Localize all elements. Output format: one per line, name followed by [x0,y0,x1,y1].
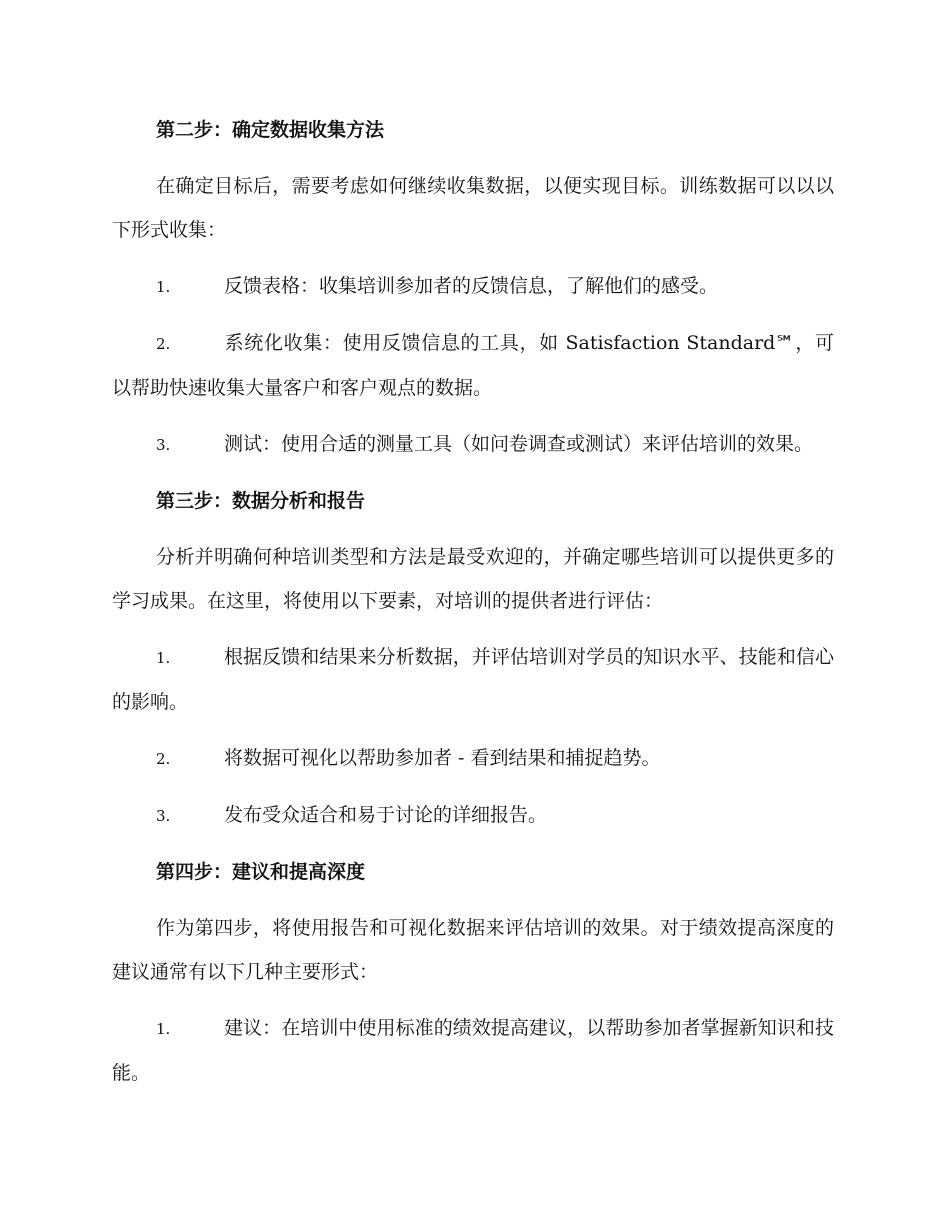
section-intro: 作为第四步，将使用报告和可视化数据来评估培训的效果。对于绩效提高深度的建议通常有以下几种主要形式： [112,917,834,983]
list-number: 3. [156,436,171,454]
list-number: 1. [156,1020,171,1038]
list-number: 3. [156,807,171,825]
list-number: 1. [156,278,171,296]
list-item [112,321,834,410]
list-item [112,264,834,309]
list-text: 发布受众适合和易于讨论的详细报告。 [224,804,548,826]
list-number: 2. [156,335,171,353]
list-number: 1. [156,649,171,667]
list-item [112,1006,834,1095]
section-intro: 分析并明确何种培训类型和方法是最受欢迎的，并确定哪些培训可以提供更多的学习成果。在这里，将使用以下要素，对培训的提供者进行评估： [112,546,834,612]
section-step-four [112,850,834,1095]
list-text: 建议：在培训中使用标准的绩效提高建议，以帮助参加者掌握新知识和技能。 [112,1017,834,1084]
list-text: 将数据可视化以帮助参加者 - 看到结果和捕捉趋势。 [224,747,661,769]
list-text: 系统化收集：使用反馈信息的工具，如 Satisfaction Standard℠，可以帮助快速收集大量客户和客户观点的数据。 [112,332,834,399]
list-text: 根据反馈和结果来分析数据，并评估培训对学员的知识水平、技能和信心的影响。 [112,646,834,713]
list-number: 2. [156,750,171,768]
section-heading: 第四步：建议和提高深度 [156,861,366,883]
list-text: 测试：使用合适的测量工具（如问卷调查或测试）来评估培训的效果。 [224,433,814,455]
section-heading: 第三步：数据分析和报告 [156,490,366,512]
section-intro: 在确定目标后，需要考虑如何继续收集数据，以便实现目标。训练数据可以以以下形式收集： [112,175,834,241]
section-heading: 第二步：确定数据收集方法 [156,119,385,141]
list-item [112,422,834,467]
section-step-three [112,479,834,838]
list-item [112,793,834,838]
list-item [112,635,834,724]
list-text: 反馈表格：收集培训参加者的反馈信息，了解他们的感受。 [224,275,719,297]
list-item [112,736,834,781]
section-step-two [112,108,834,467]
document-page [112,108,834,1107]
